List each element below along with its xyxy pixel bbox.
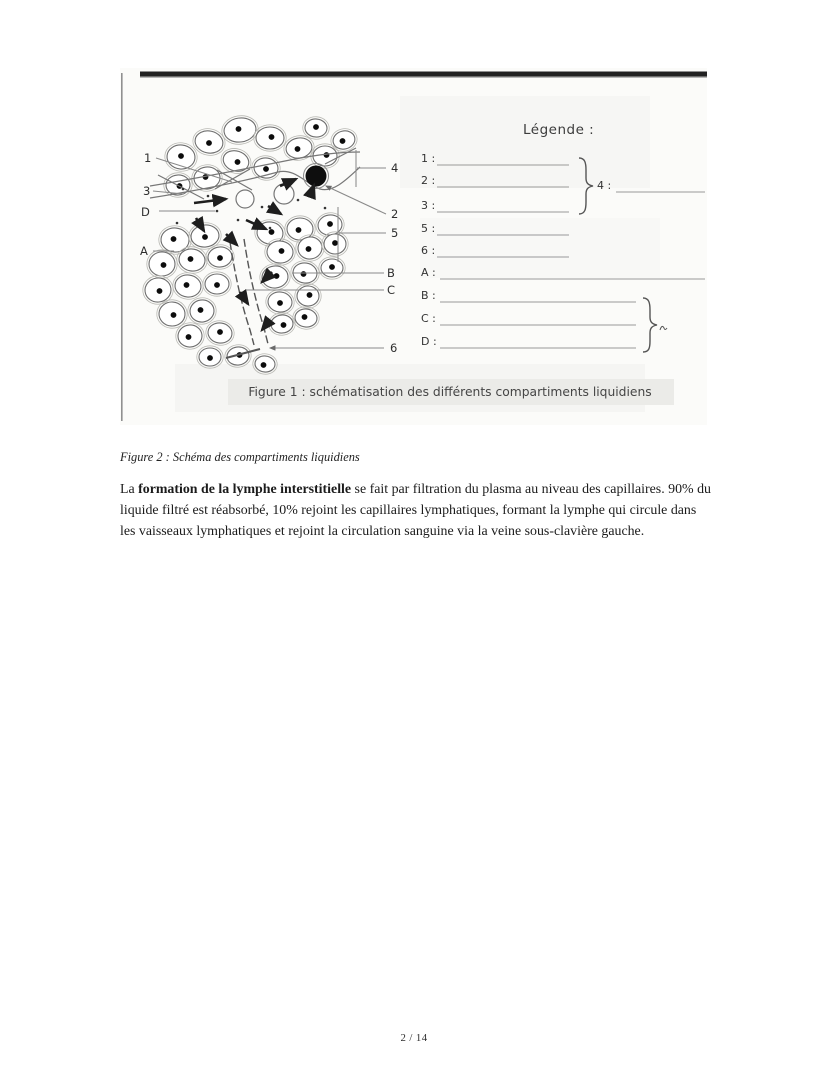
label-A: A <box>140 244 148 258</box>
scan-left-edge <box>121 73 123 421</box>
legend-entry-6: 6 : <box>421 244 436 257</box>
paragraph-lead: La <box>120 482 139 497</box>
legend-entry-B: B : <box>421 289 436 302</box>
label-C: C <box>387 283 396 297</box>
figure1-image <box>120 68 707 425</box>
black-cell <box>306 166 327 187</box>
label-3: 3 <box>143 184 151 198</box>
legend-entry-5: 5 : <box>421 222 436 235</box>
paragraph-bold-phrase: formation de la lymphe interstitielle <box>138 482 352 497</box>
legend-title: Légende : <box>523 122 595 138</box>
legend-entry-A: A : <box>421 266 436 279</box>
figure1-diagram <box>120 68 707 425</box>
legend-entry-2: 2 : <box>421 174 436 187</box>
label-5: 5 <box>391 226 399 240</box>
figure2-caption: Figure 2 : Schéma des compartiments liquidiens <box>120 450 360 464</box>
paragraph-rest: se fait par filtration du plasma au niveau des capillaires. 90% du liquide filtré est réabsorbé, 10% rejoint les capillaires lymphatiques, formant la lymphe qui circule dans les vaisseaux lymphatiques et rejoint la circulation sanguine via la veine sous-clavière gauche. <box>120 482 711 539</box>
legend-entry-3: 3 : <box>421 199 436 212</box>
page-number: 2 / 14 <box>400 1032 428 1044</box>
label-4: 4 <box>391 161 399 175</box>
legend-entry-1: 1 : <box>421 152 436 165</box>
legend-entry-4: 4 : <box>597 179 612 192</box>
label-1: 1 <box>144 151 152 165</box>
scan-top-bar <box>140 72 707 77</box>
label-D: D <box>141 205 150 219</box>
label-B: B <box>387 266 395 280</box>
figure1-caption: Figure 1 : schématisation des différents compartiments liquidiens <box>248 385 652 399</box>
label-6: 6 <box>390 341 398 355</box>
label-2: 2 <box>391 207 399 221</box>
legend-entry-C: C : <box>421 312 436 325</box>
body-paragraph <box>120 479 712 542</box>
legend-entry-D: D : <box>421 335 437 348</box>
